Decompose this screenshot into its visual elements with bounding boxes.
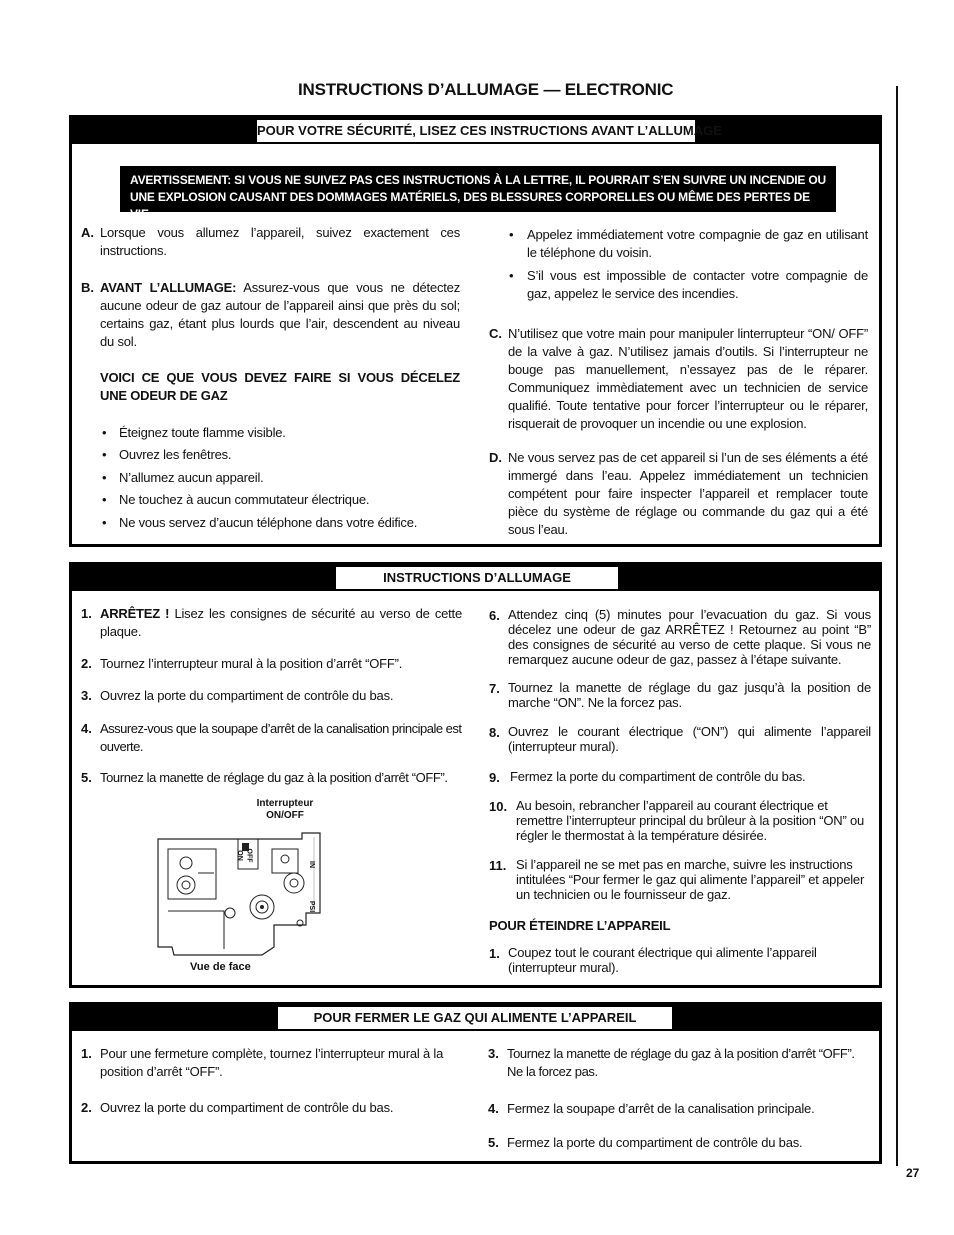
item-letter-b: B. <box>81 280 94 295</box>
odor-bullet: Ne vous servez d’aucun téléphone dans votre édifice. <box>119 515 418 530</box>
step-number: 5. <box>488 1135 499 1150</box>
odor-heading: VOICI CE QUE VOUS DEVEZ FAIRE SI VOUS DÉCELEZ UNE ODEUR DE GAZ <box>100 370 460 403</box>
step-text: Fermez la porte du compartiment de contrôle du bas. <box>510 769 806 784</box>
step-number: 10. <box>489 799 508 814</box>
step-text <box>100 605 462 641</box>
step-text: Attendez cinq (5) minutes pour l’evacuation du gaz. Si vous décelez une odeur de gaz ARRÊTEZ ! Retournez au point “B” des consignes de sécurité au verso de cette plaque. Si vous ne remarquez aucune odeur de gaz, passez à l’étape suivante. <box>508 607 871 667</box>
item-b-lead: AVANT L’ALLUMAGE: <box>100 280 237 295</box>
step-text: Ouvrez le courant électrique (“ON”) qui alimente l’appareil (interrupteur mural). <box>508 724 871 754</box>
right-margin-rule <box>896 86 898 1166</box>
step-number: 6. <box>489 608 500 623</box>
step-text: Coupez tout le courant électrique qui alimente l’appareil (interrupteur mural). <box>508 945 817 975</box>
step-text: Pour une fermeture complète, tournez l’interrupteur mural à la position d’arrêt “OFF”. <box>100 1046 444 1079</box>
item-letter-c: C. <box>489 326 502 341</box>
item-b-body: Assurez-vous que vous ne détectez aucune odeur de gaz autour de l’appareil ainsi que près du sol; certains gaz, étant plus lourds que l’air, descendent au niveau du sol. <box>100 280 460 349</box>
step-number: 8. <box>489 725 500 740</box>
step-text: Tournez la manette de réglage du gaz jusqu’à la position de marche “ON”. Ne la forcez pas. <box>508 680 871 710</box>
step-text: Fermez la soupape d’arrêt de la canalisation principale. <box>507 1101 815 1116</box>
right-bullet: Appelez immédiatement votre compagnie de gaz en utilisant le téléphone du voisin. <box>527 227 868 260</box>
page-number: 27 <box>906 1166 920 1180</box>
step-number: 1. <box>489 946 500 961</box>
odor-bullet: Éteignez toute flamme visible. <box>119 425 286 440</box>
switch-label: Interrupteur ON/OFF <box>256 798 314 821</box>
bullet-dot: • <box>509 227 514 242</box>
step-number: 5. <box>81 770 92 785</box>
gas-valve-diagram <box>154 829 324 957</box>
bullet-dot: • <box>102 515 107 530</box>
step-text: Tournez la manette de réglage du gaz à la position d’arrêt “OFF”. <box>100 770 448 785</box>
step-text: Ouvrez la porte du compartiment de contrôle du bas. <box>100 1100 394 1115</box>
warning-banner: AVERTISSEMENT: SI VOUS NE SUIVEZ PAS CES INSTRUCTIONS À LA LETTRE, IL POURRAIT S’EN SUIVRE UN INCENDIE OU UNE EXPLOSION CAUSANT DES DOMMAGES MATÉRIELS, DES BLESSURES CORPORELLES OU MÊME DES PERTES DE VIE. <box>120 166 836 212</box>
step-text: Tournez l’interrupteur mural à la position d’arrêt “OFF”. <box>100 656 403 671</box>
step-text: Au besoin, rebrancher l’appareil au courant électrique et remettre l’interrupteur principal du brûleur à la position “ON” ou régler le thermostat à la température désirée. <box>516 798 865 843</box>
bullet-dot: • <box>102 492 107 507</box>
step-number: 2. <box>81 656 92 671</box>
step-text: Assurez-vous que la soupape d’arrêt de la canalisation principale est ouverte. <box>100 721 462 754</box>
bullet-dot: • <box>102 447 107 462</box>
in-marker: IN <box>308 861 315 868</box>
off-marker: OFF <box>245 848 253 863</box>
odor-bullet: Ne touchez à aucun commutateur électrique. <box>119 492 370 507</box>
item-letter-d: D. <box>489 450 502 465</box>
diagram-caption: Vue de face <box>190 961 251 973</box>
step-number: 11. <box>489 858 507 873</box>
page-title: INSTRUCTIONS D’ALLUMAGE — ELECTRONIC <box>298 80 674 99</box>
lighting-box <box>69 562 882 988</box>
step-number: 7. <box>489 681 500 696</box>
odor-bullet: N’allumez aucun appareil. <box>119 470 264 485</box>
step-number: 1. <box>81 1046 92 1061</box>
shutoff-box <box>69 1002 882 1164</box>
step-number: 3. <box>81 688 92 703</box>
step-body: Lisez les consignes de sécurité au verso de cette plaque. <box>100 606 462 639</box>
item-a-text: Lorsque vous allumez l’appareil, suivez exactement ces instructions. <box>100 225 460 258</box>
step-number: 4. <box>81 721 92 736</box>
bullet-dot: • <box>509 268 514 283</box>
item-b-text <box>100 279 460 351</box>
safety-header-label: POUR VOTRE SÉCURITÉ, LISEZ CES INSTRUCTIONS AVANT L’ALLUMAGE <box>257 120 695 142</box>
step-text: Si l’appareil ne se met pas en marche, suivre les instructions intitulées “Pour fermer le gaz qui alimente l’appareil” et appeler un technicien ou le fournisseur de gaz. <box>516 857 865 902</box>
step-number: 2. <box>81 1100 92 1115</box>
step-lead: ARRÊTEZ ! <box>100 606 170 621</box>
bullet-dot: • <box>102 425 107 440</box>
turn-off-heading: POUR ÉTEINDRE L’APPAREIL <box>489 918 671 933</box>
shutoff-header-label: POUR FERMER LE GAZ QUI ALIMENTE L’APPAREIL <box>278 1007 672 1029</box>
right-bullet: S’il vous est impossible de contacter votre compagnie de gaz, appelez le service des incendies. <box>527 268 868 301</box>
step-number: 4. <box>488 1101 499 1116</box>
step-text: Fermez la porte du compartiment de contrôle du bas. <box>507 1135 803 1150</box>
item-letter-a: A. <box>81 225 94 240</box>
safety-box <box>69 115 882 547</box>
step-text: Ouvrez la porte du compartiment de contrôle du bas. <box>100 688 394 703</box>
step-number: 9. <box>489 770 500 785</box>
step-number: 1. <box>81 606 92 621</box>
item-d-text: Ne vous servez pas de cet appareil si l’un de ses éléments a été immergé dans l’eau. Appelez immédiatement un technicien compétent pour faire inspecter l’appareil et remplacer toute pièce du système de réglage ou commande du gaz qui a été sous l’eau. <box>508 450 868 537</box>
step-number: 3. <box>488 1046 499 1061</box>
step-text: Tournez la manette de réglage du gaz à la position d’arrêt “OFF”. Ne la forcez pas. <box>507 1046 855 1079</box>
odor-bullet: Ouvrez les fenêtres. <box>119 447 232 462</box>
lighting-header-label: INSTRUCTIONS D’ALLUMAGE <box>336 567 618 589</box>
on-marker: ON <box>235 850 243 861</box>
item-c-text: N’utilisez que votre main pour manipuler linterrupteur “ON/ OFF” de la valve à gaz. N’utilisez jamais d’outils. Si l’interrupteur ne bouge pas manuellement, n’essayez pas de le réparer. Communiquez immèdiatement avec un technicien de service qualifié. Toute tentative pour forcer l’interrupteur ou le réparer, risquerait de provoquer un incendie ou une explosion. <box>508 326 868 431</box>
bullet-dot: • <box>102 470 107 485</box>
psi-marker: PSI <box>308 900 316 913</box>
